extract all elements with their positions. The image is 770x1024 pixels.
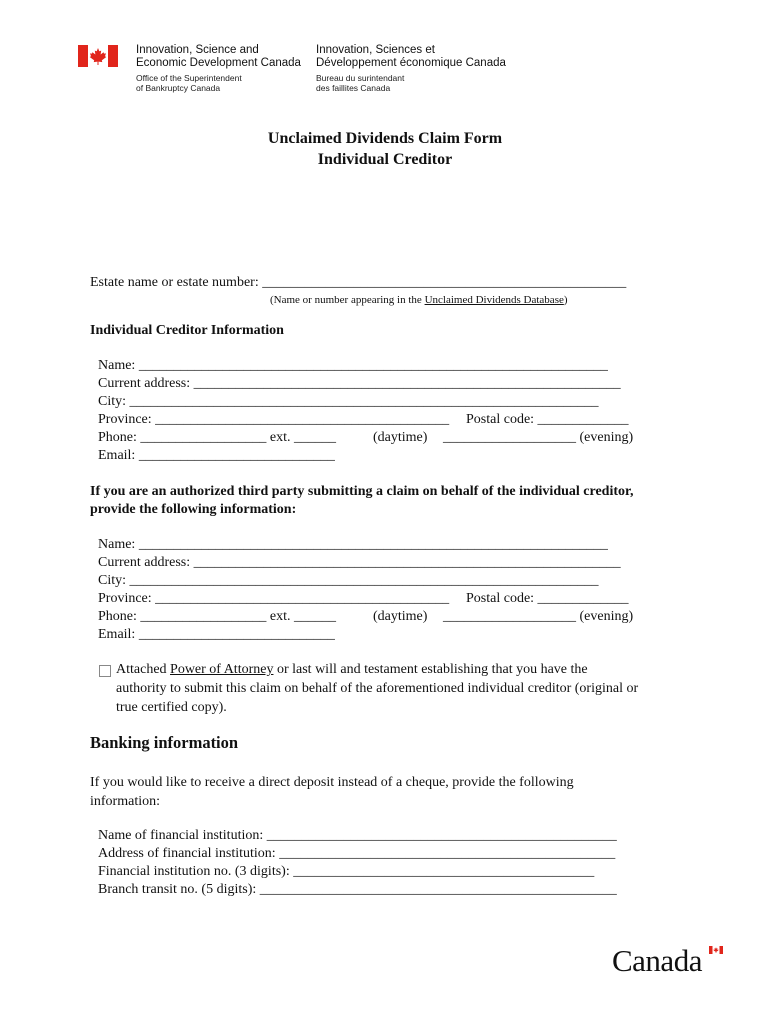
estate-field[interactable] (90, 274, 626, 292)
third-party-evening-phone-field[interactable]: ___________________ (evening) (443, 609, 634, 624)
form-title (0, 128, 770, 170)
creditor-phone-field[interactable]: Phone: __________________ ext. ______ (98, 430, 336, 445)
government-header (78, 44, 518, 94)
institution-name-field[interactable]: Name of financial institution: __________________________________________________ (98, 828, 617, 843)
power-of-attorney-link[interactable]: Power of Attorney (170, 662, 274, 677)
creditor-province-field[interactable]: Province: __________________________________________ (98, 412, 450, 427)
fr-office-line1: Bureau du surintendant (316, 73, 405, 83)
estate-label: Estate name or estate number: (90, 275, 263, 290)
creditor-section-heading: Individual Creditor Information (90, 323, 284, 338)
canada-flag-icon (78, 45, 118, 67)
creditor-daytime-label: (daytime) (373, 430, 428, 445)
en-department-line2: Economic Development Canada (136, 57, 301, 69)
attachment-statement: Attached Power of Attorney or last will and testament establishing that you have the authority to submit this claim on behalf of the aforementioned individual creditor (original or true certified copy). (116, 662, 639, 715)
third-party-address-field[interactable]: Current address: _____________________________________________________________ (98, 555, 621, 570)
third-party-heading (90, 483, 633, 519)
institution-address-field[interactable]: Address of financial institution: ________________________________________________ (98, 846, 616, 861)
fr-department-line1: Innovation, Sciences et (316, 44, 435, 56)
power-of-attorney-checkbox[interactable] (99, 665, 111, 677)
en-office-line1: Office of the Superintendent (136, 73, 242, 83)
creditor-city-field[interactable]: City: ___________________________________________________________________ (98, 394, 599, 409)
canada-wordmark (612, 944, 724, 978)
creditor-postal-code-field[interactable]: Postal code: _____________ (466, 412, 629, 427)
form-title-line1: Unclaimed Dividends Claim Form (267, 130, 503, 147)
creditor-evening-phone-field[interactable]: ___________________ (evening) (443, 430, 634, 445)
institution-number-field[interactable]: Financial institution no. (3 digits): ___________________________________________ (98, 864, 595, 879)
banking-heading: Banking information (90, 733, 239, 752)
third-party-heading-line1: If you are an authorized third party submitting a claim on behalf of the individual creditor, (90, 484, 634, 499)
creditor-email-field[interactable]: Email: ____________________________ (98, 448, 335, 463)
estate-blank[interactable]: ____________________________________________________ (262, 275, 627, 290)
third-party-email-field[interactable]: Email: ____________________________ (98, 627, 335, 642)
canada-wordmark-text: Canada (612, 943, 702, 978)
third-party-daytime-label: (daytime) (373, 609, 428, 624)
third-party-heading-line2: provide the following information: (90, 502, 297, 517)
third-party-phone-field[interactable]: Phone: __________________ ext. ______ (98, 609, 336, 624)
branch-transit-field[interactable]: Branch transit no. (5 digits): ___________________________________________________ (98, 882, 617, 897)
third-party-postal-code-field[interactable]: Postal code: _____________ (466, 591, 629, 606)
en-department-line1: Innovation, Science and (136, 44, 259, 56)
wordmark-flag-icon (709, 946, 723, 954)
fr-department-line2: Développement économique Canada (316, 57, 506, 69)
estate-hint: (Name or number appearing in the Unclaimed Dividends Database) (270, 294, 568, 306)
creditor-address-field[interactable]: Current address: _____________________________________________________________ (98, 376, 621, 391)
banking-intro: If you would like to receive a direct deposit instead of a cheque, provide the following information: (90, 775, 574, 809)
form-title-line2: Individual Creditor (317, 151, 453, 168)
fr-office-line2: des faillites Canada (316, 83, 391, 93)
third-party-city-field[interactable]: City: ___________________________________________________________________ (98, 573, 599, 588)
creditor-name-field[interactable]: Name: ___________________________________________________________________ (98, 358, 608, 373)
en-office-line2: of Bankruptcy Canada (136, 83, 221, 93)
unclaimed-dividends-database-link[interactable]: Unclaimed Dividends Database (424, 294, 564, 306)
third-party-province-field[interactable]: Province: __________________________________________ (98, 591, 450, 606)
third-party-name-field[interactable]: Name: ___________________________________________________________________ (98, 537, 608, 552)
